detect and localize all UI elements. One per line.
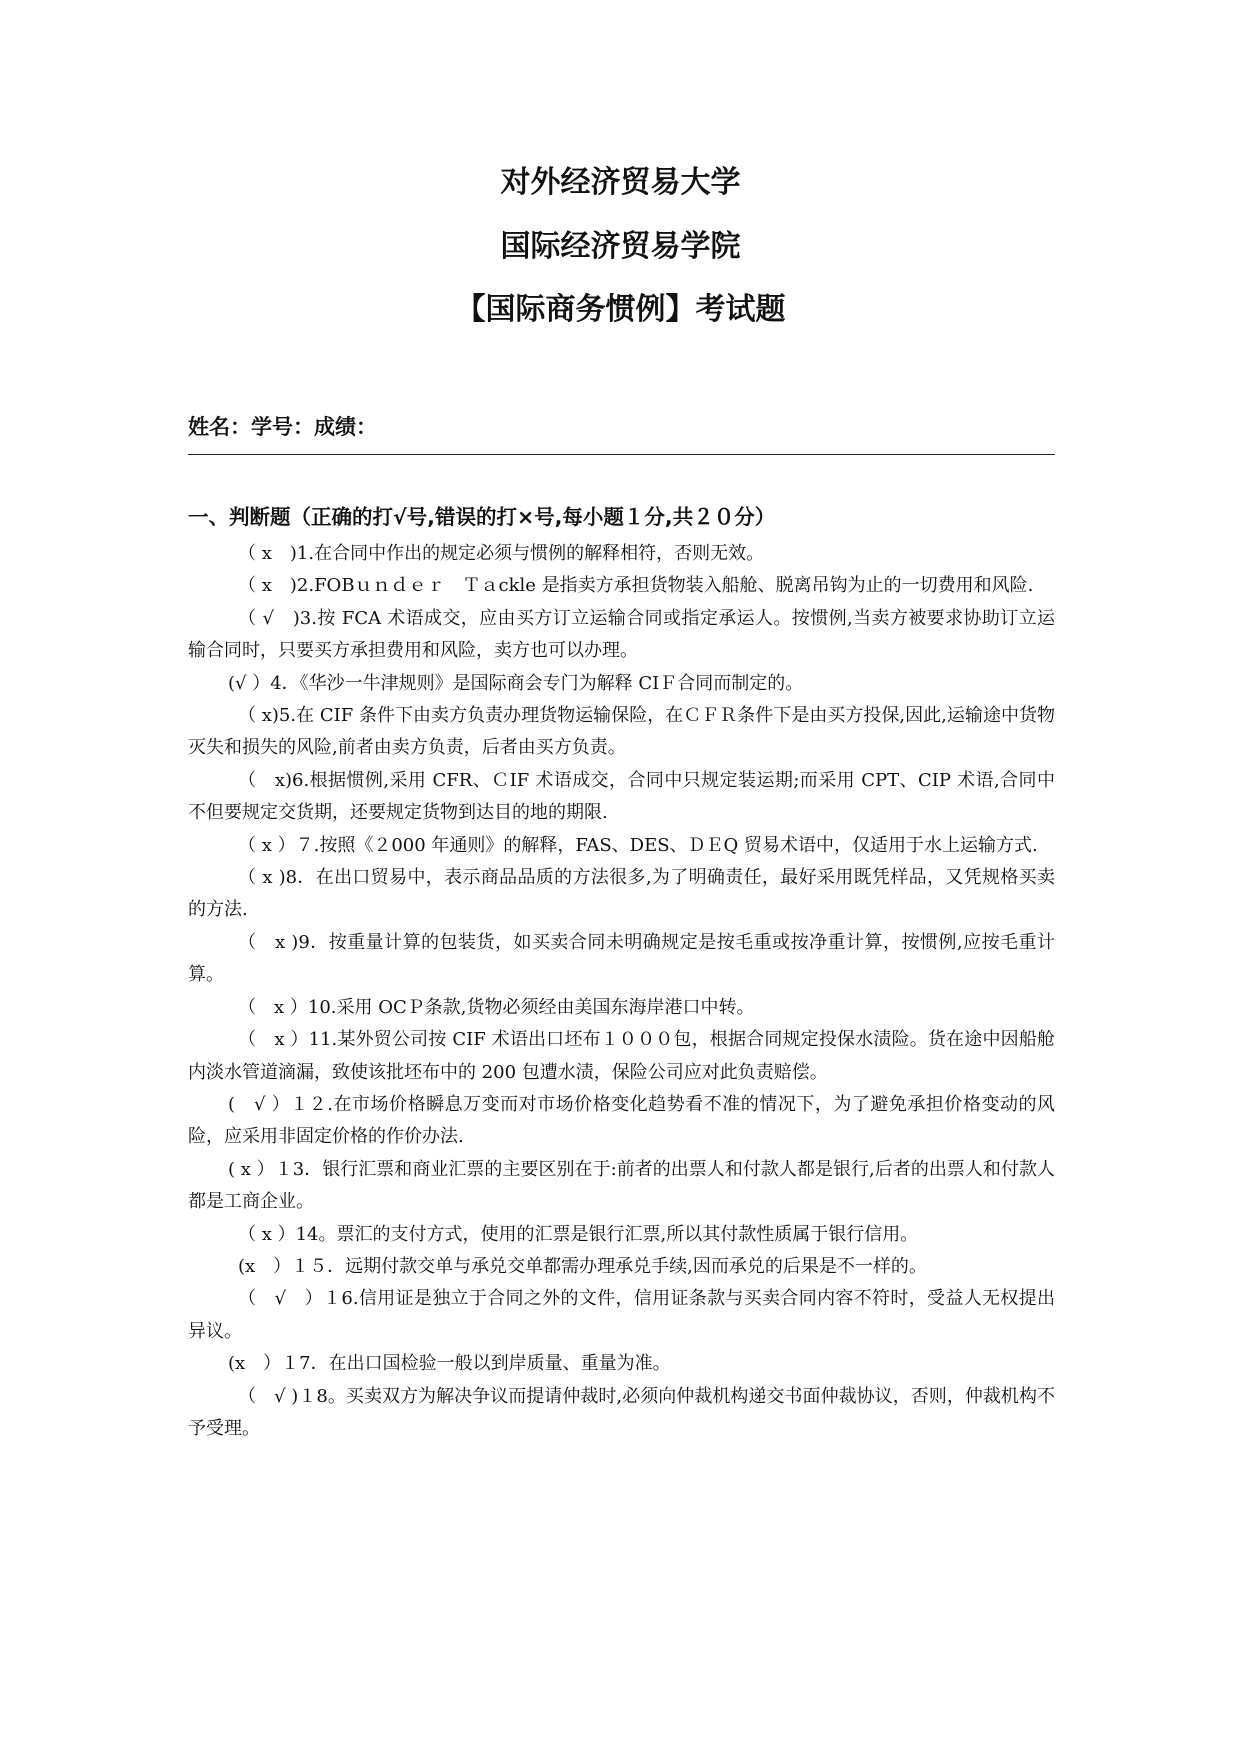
question-item: (x ）１５．远期付款交单与承兑交单都需办理承兑手续,因而承兑的后果是不一样的。 <box>238 1255 927 1277</box>
question-item: （ x )9．按重量计算的包装货，如买卖合同未明确规定是按毛重或按净重计算，按惯例,应按毛重计算。 <box>188 931 1055 986</box>
question-item: (√ ）4．《华沙一牛津规则》是国际商会专门为解释 CIＦ合同而制定的。 <box>228 672 804 694</box>
exam-title: 【国际商务惯例】考试题 <box>455 292 786 327</box>
question-item: （ x )1.在合同中作出的规定必须与惯例的解释相符，否则无效。 <box>238 543 765 564</box>
question-item: （ √ ）１6.信用证是独立于合同之外的文件，信用证条款与买卖合同内容不符时，受益人无权提出异议。 <box>188 1288 1055 1342</box>
question-item: （ x )8．在出口贸易中，表示商品品质的方法很多,为了明确责任，最好采用既凭样品，又凭规格买卖的方法. <box>188 867 1055 921</box>
school-title: 国际经济贸易学院 <box>500 229 741 264</box>
question-item: （ x)6.根据惯例,采用 CFR、ＣIF 术语成交，合同中只规定装运期;而采用 CPT、CIP 术语,合同中不但要规定交货期，还要规定货物到达目的地的期限. <box>188 769 1055 824</box>
question-list <box>188 538 1055 1445</box>
question-item: （ √ )１8。买卖双方为解决争议而提请仲裁时,必须向仲裁机构递交书面仲裁协议，否则，仲裁机构不予受理。 <box>188 1385 1055 1439</box>
divider-line <box>188 454 1055 455</box>
question-item: （ x ）10.采用 OCＰ条款,货物必须经由美国东海岸港口中转。 <box>238 996 755 1018</box>
question-item: ( √ ）１２.在市场价格瞬息万变而对市场价格变化趋势看不准的情况下，为了避免承担价格变动的风险，应采用非固定价格的作价办法. <box>188 1093 1055 1148</box>
question-item: （ x ）７.按照《２000 年通则》的解释，FAS、DES、ＤＥQ 贸易术语中，仅适用于水上运输方式. <box>238 834 1038 856</box>
question-item: （ x ）11.某外贸公司按 CIF 术语出口坯布１０００包，根据合同规定投保水渍险。货在途中因船舱内淡水管道滴漏，致使该批坯布中的 200 包遭水渍，保险公司应对此负责赔偿。 <box>188 1029 1055 1083</box>
question-item: （ x)5.在 CIF 条件下由卖方负责办理货物运输保险，在ＣＦＲ条件下是由买方投保,因此,运输途中货物灭失和损失的风险,前者由卖方负责，后者由买方负责。 <box>188 705 1055 759</box>
question-item: (x ）１7．在出口国检验一般以到岸质量、重量为准。 <box>228 1353 671 1375</box>
question-item: （ x ）14。票汇的支付方式，使用的汇票是银行汇票,所以其付款性质属于银行信用。 <box>238 1223 919 1245</box>
question-item: （ x )2.FOBｕｎｄｅｒ Ｔａckle 是指卖方承担货物装入船舱、脱离吊钩为止的一切费用和风险. <box>238 575 1034 597</box>
question-item: ( x ）１3．银行汇票和商业汇票的主要区别在于:前者的出票人和付款人都是银行,后者的出票人和付款人都是工商企业。 <box>188 1158 1055 1213</box>
university-title: 对外经济贸易大学 <box>500 165 741 200</box>
question-item: （ √ )3.按 FCA 术语成交，应由买方订立运输合同或指定承运人。按惯例,当卖方被要求协助订立运输合同时，只要买方承担费用和风险，卖方也可以办理。 <box>188 607 1055 662</box>
section-title-true-false: 一、判断题（正确的打√号,错误的打×号,每小题１分,共２０分） <box>188 505 776 529</box>
student-info-line: 姓名：学号：成绩： <box>188 415 377 439</box>
